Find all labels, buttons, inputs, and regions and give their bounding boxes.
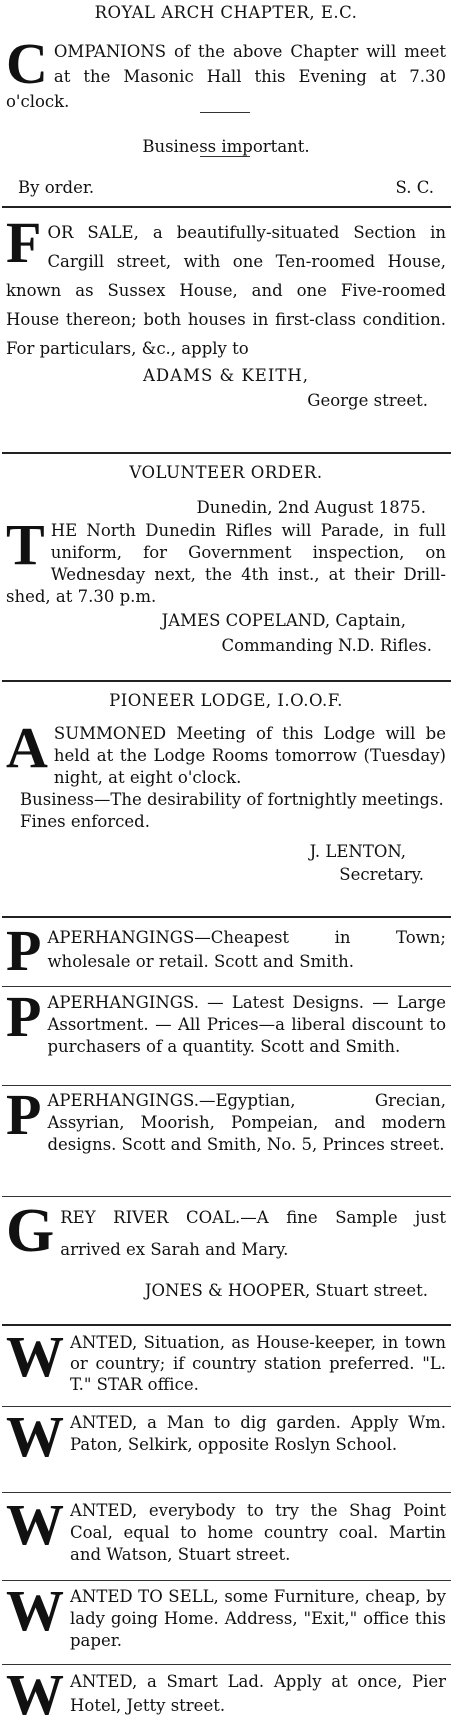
ad-wanted-coal (6, 1492, 446, 1566)
ad-body (6, 715, 446, 789)
ad-volunteer-order (6, 460, 446, 658)
drop-cap: P (6, 918, 42, 983)
column-rule (2, 452, 451, 454)
ad-body (6, 1082, 446, 1156)
ad-wanted-lad (6, 1662, 446, 1727)
ad-text: APERHANGINGS. — Latest Designs. — Large Assortment. — All Prices—a liberal discount to purchasers of a quantity. Scott and Smith. (47, 993, 446, 1056)
ad-wanted-furniture (6, 1578, 446, 1652)
column-rule (2, 1085, 451, 1086)
drop-cap: W (6, 1662, 64, 1727)
ad-text: ANTED, Situation, as House-keeper, in town or country; if country station preferred. "L. T." STAR office. (70, 1333, 446, 1394)
by-order: By order. (18, 178, 95, 197)
ad-body (6, 984, 446, 1058)
drop-cap: G (6, 1197, 55, 1265)
ad-title: ROYAL ARCH CHAPTER, E.C. (94, 3, 358, 22)
ad-body (6, 1404, 446, 1469)
ad-royal-arch (6, 0, 446, 200)
column-rule (2, 680, 451, 682)
drop-cap: P (6, 984, 42, 1049)
column-rule (2, 1664, 451, 1665)
column-rule (2, 206, 451, 208)
ad-business: Business important. (142, 137, 310, 156)
ad-paperhangings-2 (6, 984, 446, 1058)
ad-signoff (6, 175, 446, 200)
firm-name: ADAMS & KEITH, (143, 366, 309, 385)
ad-text: ANTED, a Smart Lad. Apply at once, Pier Hotel, Jetty street. (70, 1672, 446, 1715)
drop-cap: A (6, 715, 48, 780)
ad-body (6, 31, 446, 114)
ad-title: VOLUNTEER ORDER. (129, 463, 323, 482)
drop-cap: C (6, 31, 48, 96)
ad-wanted-housekeeper (6, 1324, 446, 1395)
dateline: Dunedin, 2nd August 1875. (196, 498, 426, 517)
column-rule (2, 1196, 451, 1197)
drop-cap: W (6, 1404, 64, 1469)
drop-cap: W (6, 1324, 64, 1389)
ad-body (6, 1578, 446, 1652)
ad-text: ANTED, everybody to try the Shag Point Coal, equal to home country coal. Martin and Watson, Stuart street. (70, 1501, 446, 1564)
ad-paperhangings-1 (6, 918, 446, 983)
column-rule (2, 1492, 451, 1493)
drop-cap: P (6, 1082, 42, 1147)
ad-fines: Fines enforced. (20, 812, 150, 831)
ad-grey-river-coal (6, 1197, 446, 1303)
column-rule (2, 916, 451, 918)
ad-body (6, 512, 446, 608)
short-divider (200, 156, 250, 157)
firm-address: George street. (307, 391, 428, 410)
ad-text: REY RIVER COAL.—A fine Sample just arrived ex Sarah and Mary. (60, 1208, 446, 1259)
drop-cap: W (6, 1578, 64, 1643)
ad-text: SUMMONED Meeting of this Lodge will be held at the Lodge Rooms tomorrow (Tuesday) night, at eight o'clock. (53, 724, 446, 787)
column-rule (2, 1580, 451, 1581)
column-rule (2, 986, 451, 987)
ad-text: OR SALE, a beautifully-situated Section in Cargill street, with one Ten-roomed House, known as Sussex House, and one Five-roomed House thereon; both houses in first-class condition. For particulars, &c., apply to (6, 223, 446, 358)
drop-cap: W (6, 1492, 64, 1557)
ad-text: OMPANIONS of the above Chapter will meet at the Masonic Hall this Evening at 7.30 o'clock. (6, 42, 446, 111)
ad-for-sale (6, 210, 446, 413)
rank: Commanding N.D. Rifles. (221, 636, 432, 655)
ad-text: HE North Dunedin Rifles will Parade, in full uniform, for Government inspection, on Wednesday next, the 4th inst., at their Drill-shed, at 7.30 p.m. (6, 521, 446, 606)
initials: S. C. (395, 178, 434, 197)
signature: JAMES COPELAND, Captain, (161, 611, 406, 630)
ad-body (6, 1662, 446, 1727)
ad-pioneer-lodge (6, 688, 446, 886)
column-rule (2, 1324, 451, 1326)
ad-wanted-gardener (6, 1404, 446, 1469)
ad-body (6, 1492, 446, 1566)
ad-body (6, 210, 446, 363)
ad-paperhangings-3 (6, 1082, 446, 1156)
ad-text: ANTED, a Man to dig garden. Apply Wm. Paton, Selkirk, opposite Roslyn School. (70, 1413, 446, 1454)
short-divider (200, 112, 250, 113)
ad-text: APERHANGINGS—Cheapest in Town; wholesale or retail. Scott and Smith. (47, 928, 446, 971)
ad-body (6, 1324, 446, 1395)
ad-text: ANTED TO SELL, some Furniture, cheap, by lady going Home. Address, "Exit," office this paper. (70, 1587, 446, 1650)
ad-text: APERHANGINGS.—Egyptian, Grecian, Assyrian, Moorish, Pompeian, and modern designs. Scott and Smith, No. 5, Princes street. (47, 1091, 446, 1154)
ad-title: PIONEER LODGE, I.O.O.F. (109, 691, 343, 710)
signature: J. LENTON, (309, 842, 406, 861)
drop-cap: T (6, 512, 45, 577)
ad-body (6, 918, 446, 983)
ad-business: Business—The desirability of fortnightly meetings. (20, 790, 444, 809)
ad-body (6, 1197, 446, 1266)
column-rule (2, 1406, 451, 1407)
firm-name: JONES & HOOPER, Stuart street. (144, 1281, 428, 1300)
role: Secretary. (339, 865, 424, 884)
drop-cap: F (6, 210, 42, 275)
